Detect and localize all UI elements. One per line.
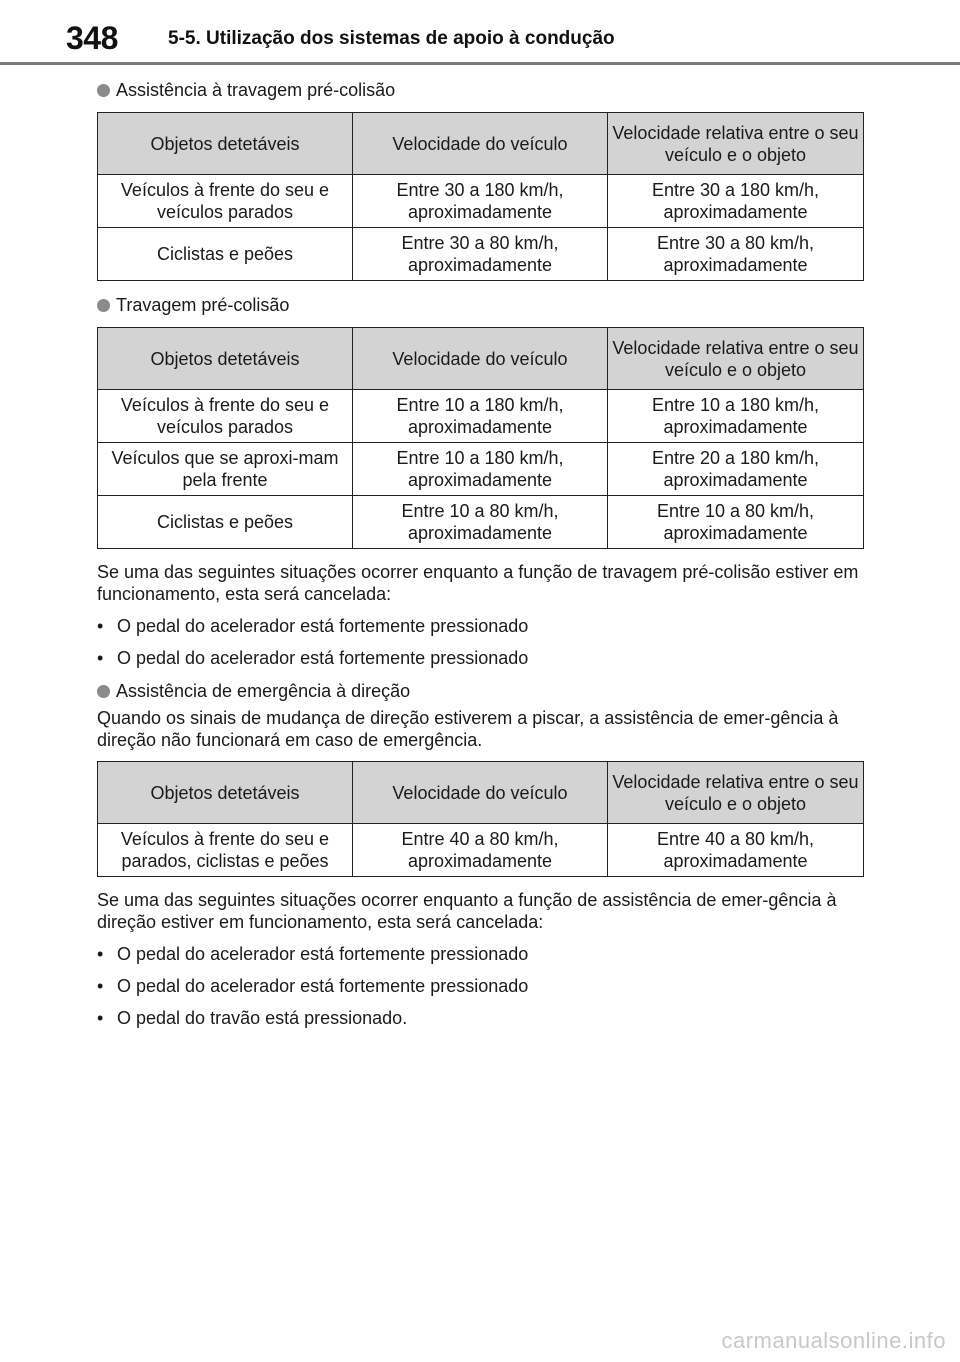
table-cell: Entre 30 a 180 km/h, aproximadamente xyxy=(353,175,608,228)
section-heading-pre-collision-brake-assist xyxy=(97,78,863,102)
table-cell: Entre 30 a 180 km/h, aproximadamente xyxy=(608,175,864,228)
list-item-text: O pedal do acelerador está fortemente pressionado xyxy=(117,616,529,636)
section-heading-text: Assistência à travagem pré-colisão xyxy=(116,80,396,100)
header-divider xyxy=(0,62,960,65)
header-cell: Objetos detetáveis xyxy=(98,113,353,175)
header-cell: Velocidade relativa entre o seu veículo e o objeto xyxy=(608,113,864,175)
list-item-text: O pedal do acelerador está fortemente pressionado xyxy=(117,944,529,964)
table-row xyxy=(98,175,864,228)
list-item xyxy=(97,943,863,965)
header-cell: Objetos detetáveis xyxy=(98,328,353,390)
steering-assist-intro-text: Quando os sinais de mudança de direção estiverem a piscar, a assistência de emer-gência à direção não funcionará em caso de emergência. xyxy=(97,708,839,750)
list-item xyxy=(97,975,863,997)
table-cell: Entre 10 a 180 km/h, aproximadamente xyxy=(353,390,608,443)
header-cell: Velocidade do veículo xyxy=(353,328,608,390)
header-cell: Velocidade do veículo xyxy=(353,762,608,824)
section-heading-text: Travagem pré-colisão xyxy=(116,295,290,315)
cancel-conditions-text: Se uma das seguintes situações ocorrer enquanto a função de assistência de emer-gência à direção estiver em funcionamento, esta será cancelada: xyxy=(97,890,837,932)
page-content xyxy=(97,78,863,1039)
table-cell: Veículos à frente do seu e veículos parados xyxy=(98,175,353,228)
list-item-text: O pedal do travão está pressionado. xyxy=(117,1008,408,1028)
table-cell: Entre 10 a 180 km/h, aproximadamente xyxy=(608,390,864,443)
list-bullet: • xyxy=(97,944,104,964)
table-cell: Entre 10 a 180 km/h, aproximadamente xyxy=(353,443,608,496)
watermark: carmanualsonline.info xyxy=(721,1328,946,1353)
page-number: 348 xyxy=(66,20,118,56)
list-item xyxy=(97,615,863,637)
list-item xyxy=(97,1007,863,1029)
table-brake-assist xyxy=(97,112,864,281)
table-cell: Entre 20 a 180 km/h, aproximadamente xyxy=(608,443,864,496)
table-cell: Entre 30 a 80 km/h, aproximadamente xyxy=(608,228,864,281)
table-header-row xyxy=(98,328,864,390)
table-header-row xyxy=(98,113,864,175)
list-item xyxy=(97,647,863,669)
header-cell: Velocidade do veículo xyxy=(353,113,608,175)
table-cell: Entre 40 a 80 km/h, aproximadamente xyxy=(353,824,608,877)
header-cell: Objetos detetáveis xyxy=(98,762,353,824)
table-cell: Entre 30 a 80 km/h, aproximadamente xyxy=(353,228,608,281)
bullet-dot-icon xyxy=(97,84,110,97)
list-bullet: • xyxy=(97,1008,104,1028)
page-header xyxy=(0,0,960,66)
table-row xyxy=(98,824,864,877)
table-cell: Veículos à frente do seu e veículos parados xyxy=(98,390,353,443)
table-row xyxy=(98,496,864,549)
table-cell: Veículos à frente do seu e parados, ciclistas e peões xyxy=(98,824,353,877)
section-heading-pre-collision-braking xyxy=(97,293,863,317)
bullet-dot-icon xyxy=(97,299,110,312)
header-cell: Velocidade relativa entre o seu veículo e o objeto xyxy=(608,762,864,824)
table-row xyxy=(98,390,864,443)
table-cell: Ciclistas e peões xyxy=(98,228,353,281)
table-row xyxy=(98,228,864,281)
table-cell: Veículos que se aproxi-mam pela frente xyxy=(98,443,353,496)
table-cell: Ciclistas e peões xyxy=(98,496,353,549)
table-header-row xyxy=(98,762,864,824)
table-cell: Entre 40 a 80 km/h, aproximadamente xyxy=(608,824,864,877)
header-cell: Velocidade relativa entre o seu veículo e o objeto xyxy=(608,328,864,390)
table-cell: Entre 10 a 80 km/h, aproximadamente xyxy=(353,496,608,549)
list-item-text: O pedal do acelerador está fortemente pressionado xyxy=(117,976,529,996)
section-heading-text: Assistência de emergência à direção xyxy=(116,681,411,701)
list-bullet: • xyxy=(97,616,104,636)
table-pre-collision-braking xyxy=(97,327,864,549)
table-row xyxy=(98,443,864,496)
list-bullet: • xyxy=(97,976,104,996)
cancel-conditions-text: Se uma das seguintes situações ocorrer enquanto a função de travagem pré-colisão estiver em funcionamento, esta será cancelada: xyxy=(97,562,859,604)
table-cell: Entre 10 a 80 km/h, aproximadamente xyxy=(608,496,864,549)
section-heading-emergency-steering-assist xyxy=(97,679,863,703)
section-title: 5-5. Utilização dos sistemas de apoio à condução xyxy=(168,28,615,49)
list-bullet: • xyxy=(97,648,104,668)
table-emergency-steering-assist xyxy=(97,761,864,877)
list-item-text: O pedal do acelerador está fortemente pressionado xyxy=(117,648,529,668)
bullet-dot-icon xyxy=(97,685,110,698)
